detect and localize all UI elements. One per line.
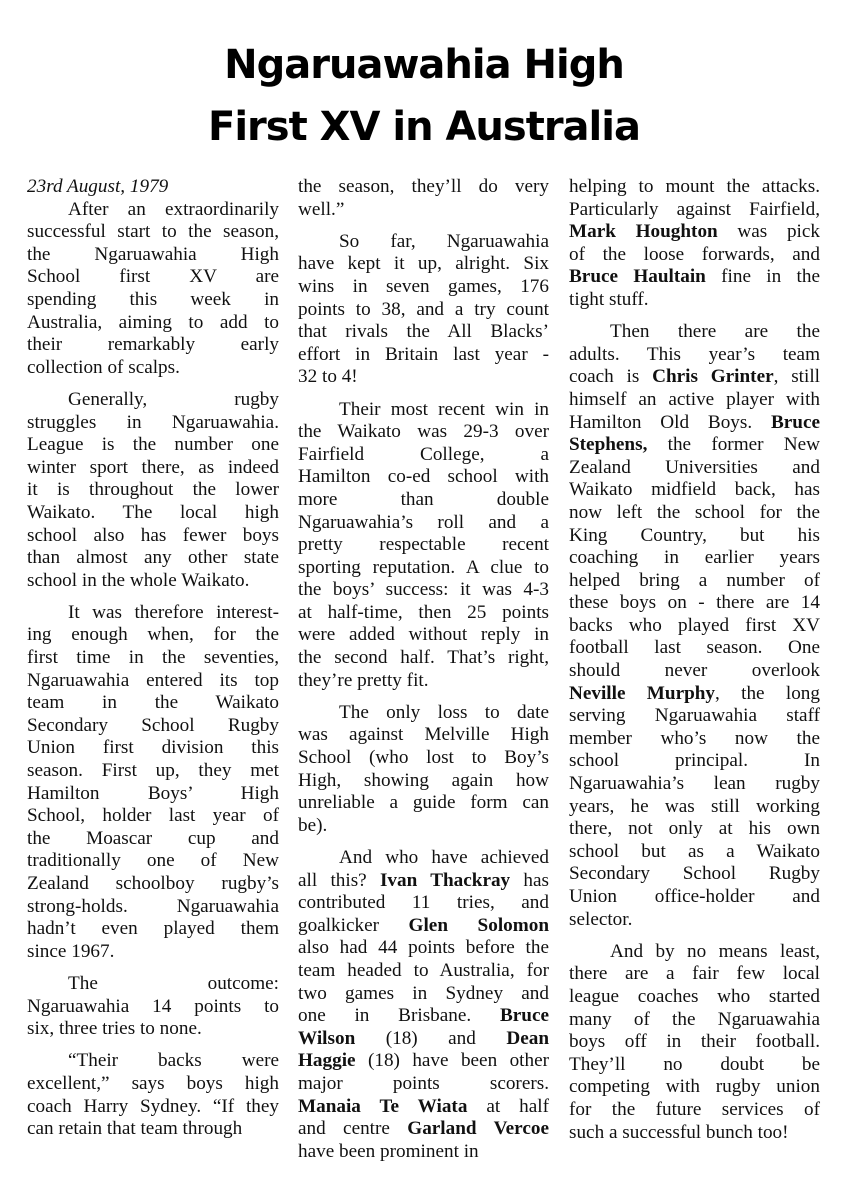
text-line: such a successful bunch too! [569, 1121, 789, 1143]
paragraph-gap [298, 837, 549, 847]
text-line: now left the school for the [569, 501, 820, 523]
text-line: it is throughout the lower [27, 479, 279, 501]
text-line: adults. This year’s team [569, 343, 820, 365]
text-line: league coaches who started [569, 985, 820, 1007]
text-line: Stephens, the former New [569, 434, 820, 456]
text-line: of the loose forwards, and [569, 243, 820, 265]
person-name: Bruce Haultain [569, 266, 706, 288]
text-line: “Their backs were [68, 1050, 279, 1072]
text-line: well.” [298, 198, 345, 220]
text-line: 32 to 4! [298, 366, 358, 388]
text-line: Secondary School Rugby [27, 714, 279, 736]
article-paragraph [298, 847, 549, 1163]
text-line: And by no means least, [610, 940, 820, 962]
text-line: Waikato midfield back, has [569, 479, 820, 501]
text-line: hadn’t even played them [27, 918, 279, 940]
text-line: successful start to the season, [27, 221, 279, 243]
person-name: Dean [506, 1027, 549, 1049]
text-line: Generally, rugby [68, 388, 279, 410]
text-line: years, he was still working [569, 795, 820, 817]
text-line: many of the Ngaruawahia [569, 1008, 820, 1030]
text-line: points to 38, and a try count [298, 298, 549, 320]
text-line: Ngaruawahia’s roll and a [298, 511, 549, 533]
text-line: Secondary School Rugby [569, 863, 820, 885]
article-paragraph [27, 602, 279, 964]
text-line: coaching in earlier years [569, 547, 820, 569]
text-line: should never overlook [569, 660, 820, 682]
text-line: helped bring a number of [569, 569, 820, 591]
text-line: team headed to Australia, for [298, 959, 549, 981]
text-line: tight stuff. [569, 288, 649, 310]
text-line: Then there are the [610, 321, 820, 343]
text-line: can retain that team through [27, 1118, 243, 1140]
article-paragraph [298, 176, 549, 221]
paragraph-gap [298, 221, 549, 231]
text-line: the boys’ success: it was 4-3 [298, 579, 549, 601]
text-line: And who have achieved [339, 847, 549, 868]
text-line: struggles in Ngaruawahia. [27, 411, 279, 433]
text-line: Ngaruawahia’s lean rugby [569, 773, 820, 795]
text-line: Hamilton co-ed school with [298, 466, 549, 488]
person-name: Glen Solomon [408, 914, 549, 936]
person-name: Stephens, [569, 434, 648, 456]
text-line: member who’s now the [569, 727, 820, 749]
person-name: Manaia Te Wiata [298, 1095, 468, 1117]
text-line: After an extraordinarily [68, 198, 279, 220]
paragraph-gap [298, 692, 549, 702]
text-line: So far, Ngaruawahia [339, 230, 549, 252]
article-paragraph [27, 389, 279, 592]
text-line: their remarkably early [27, 334, 279, 356]
text-line: sporting reputation. A clue to [298, 556, 549, 578]
person-name: Wilson [298, 1027, 356, 1049]
text-line: six, three tries to none. [27, 1018, 202, 1040]
headline-line-2: First XV in Australia [208, 104, 640, 150]
text-line: League is the number one [27, 434, 279, 456]
text-line: himself an active player with [569, 388, 820, 410]
article-paragraph [298, 231, 549, 389]
text-line: boys off in their football. [569, 1031, 820, 1053]
text-line: effort in Britain last year - [298, 343, 549, 365]
paragraph-gap [27, 379, 279, 389]
text-line: have kept it up, alright. Six [298, 253, 549, 275]
text-line: traditionally one of New [27, 850, 279, 872]
text-line: Union first division this [27, 737, 279, 759]
paragraph-gap [27, 1041, 279, 1051]
text-line: have been prominent in [298, 1140, 479, 1162]
person-name: Mark Houghton [569, 221, 718, 243]
text-line: serving Ngaruawahia staff [569, 705, 820, 727]
text-line: Fairfield College, a [298, 443, 549, 465]
person-name: Garland Vercoe [407, 1118, 549, 1140]
article-column-1 [27, 176, 279, 1141]
text-line: High, showing again how [298, 769, 549, 791]
article-paragraph [569, 941, 820, 1144]
text-line: winter sport there, as indeed [27, 456, 279, 478]
text-line: spending this week in [27, 288, 279, 310]
text-line: be). [298, 814, 328, 836]
person-name: Bruce [770, 411, 820, 433]
text-line: since 1967. [27, 940, 115, 962]
text-line: Waikato. The local high [27, 501, 279, 523]
text-line: Hamilton Old Boys. Bruce [569, 411, 820, 433]
text-line: school principal. In [569, 750, 820, 772]
person-name: Bruce [499, 1005, 549, 1027]
text-line: Manaia Te Wiata at half [298, 1095, 549, 1117]
text-line: at half-time, then 25 points [298, 601, 549, 623]
text-line: coach Harry Sydney. “If they [27, 1095, 279, 1117]
text-line: Union office-holder and [569, 886, 820, 907]
text-line: Hamilton Boys’ High [27, 782, 279, 804]
text-line: more than double [298, 488, 549, 510]
text-line: Zealand Universities and [569, 456, 820, 478]
text-line: School first XV are [27, 266, 279, 288]
text-line: school in the whole Waikato. [27, 569, 250, 591]
person-name: Neville Murphy [569, 682, 716, 704]
text-line: Zealand schoolboy rugby’s [27, 873, 279, 894]
text-line: there, not only at his own [569, 818, 820, 840]
text-line: Mark Houghton was pick [569, 221, 820, 243]
text-line: major points scorers. [298, 1072, 549, 1094]
text-line: Haggie (18) have been other [298, 1050, 549, 1072]
text-line: excellent,” says boys high [27, 1072, 279, 1094]
paragraph-gap [298, 389, 549, 399]
paragraph-gap [569, 931, 820, 941]
text-line: Ngaruawahia entered its top [27, 669, 279, 691]
text-line: coach is Chris Grinter, still [569, 366, 820, 388]
text-line: were added without reply in [298, 624, 549, 646]
dateline: 23rd August, 1979 [27, 176, 169, 197]
text-line: pretty respectable recent [298, 534, 549, 556]
text-line: unreliable a guide form can [298, 792, 549, 814]
text-line: backs who played first XV [569, 614, 820, 636]
text-line: school also has fewer boys [27, 524, 279, 546]
headline-line-1: Ngaruawahia High [224, 42, 624, 88]
text-line: collection of scalps. [27, 356, 180, 378]
article-headline [0, 34, 848, 158]
text-line: helping to mount the attacks. [569, 176, 820, 197]
text-line: contributed 11 tries, and [298, 892, 549, 914]
text-line: all this? Ivan Thackray has [298, 869, 549, 891]
text-line: also had 44 points before the [298, 937, 549, 959]
text-line: The outcome: [68, 972, 279, 994]
text-line: team in the Waikato [27, 692, 279, 714]
text-line: they’re pretty fit. [298, 669, 429, 691]
text-line: the Ngaruawahia High [27, 243, 279, 265]
paragraph-gap [27, 963, 279, 973]
text-line: there are a fair few local [569, 963, 820, 985]
text-line: one in Brisbane. Bruce [298, 1005, 549, 1027]
text-line: the Waikato was 29-3 over [298, 421, 549, 443]
text-line: the Moascar cup and [27, 827, 279, 849]
article-column-3 [569, 176, 820, 1144]
person-name: Ivan Thackray [379, 869, 511, 891]
person-name: Chris Grinter [652, 366, 774, 388]
text-line: The only loss to date [339, 701, 549, 723]
paragraph-gap [27, 592, 279, 602]
text-line: Ngaruawahia 14 points to [27, 995, 279, 1017]
article-paragraph [569, 176, 820, 312]
text-line: goalkicker Glen Solomon [298, 914, 549, 936]
article-paragraph [298, 399, 549, 693]
text-line: these boys on - there are 14 [569, 592, 820, 614]
text-line: for the future services of [569, 1098, 820, 1120]
text-line: Neville Murphy, the long [569, 682, 820, 704]
text-line: and centre Garland Vercoe [298, 1118, 549, 1140]
text-line: It was therefore interest- [68, 601, 279, 623]
article-column-2 [298, 176, 549, 1163]
article-paragraph [298, 702, 549, 838]
text-line: first time in the seventies, [27, 647, 279, 669]
text-line: selector. [569, 908, 633, 930]
text-line: the season, they’ll do very [298, 176, 549, 197]
text-line: that rivals the All Blacks’ [298, 321, 549, 343]
text-line: strong-holds. Ngaruawahia [27, 895, 279, 917]
text-line: Australia, aiming to add to [27, 311, 279, 333]
text-line: than almost any other state [27, 547, 279, 569]
text-line: football last season. One [569, 637, 820, 659]
article-paragraph [27, 1050, 279, 1140]
text-line: Wilson (18) and Dean [298, 1027, 549, 1049]
text-line: was against Melville High [298, 724, 549, 746]
text-line: ing enough when, for the [27, 624, 279, 646]
article-paragraph [569, 321, 820, 931]
person-name: Haggie [298, 1050, 356, 1072]
text-line: King Country, but his [569, 524, 820, 546]
article-paragraph [27, 199, 279, 380]
text-line: season. First up, they met [27, 760, 279, 782]
text-line: Particularly against Fairfield, [569, 198, 820, 220]
text-line: School, holder last year of [27, 805, 279, 827]
text-line: competing with rugby union [569, 1076, 820, 1098]
text-line: School (who lost to Boy’s [298, 747, 549, 769]
article-paragraph [27, 973, 279, 1041]
text-line: two games in Sydney and [298, 982, 549, 1004]
text-line: Bruce Haultain fine in the [569, 266, 820, 288]
text-line: school but as a Waikato [569, 840, 820, 862]
text-line: Their most recent win in [339, 398, 549, 420]
text-line: wins in seven games, 176 [298, 275, 549, 297]
text-line: They’ll no doubt be [569, 1053, 820, 1075]
paragraph-gap [569, 312, 820, 322]
text-line: the second half. That’s right, [298, 647, 549, 669]
